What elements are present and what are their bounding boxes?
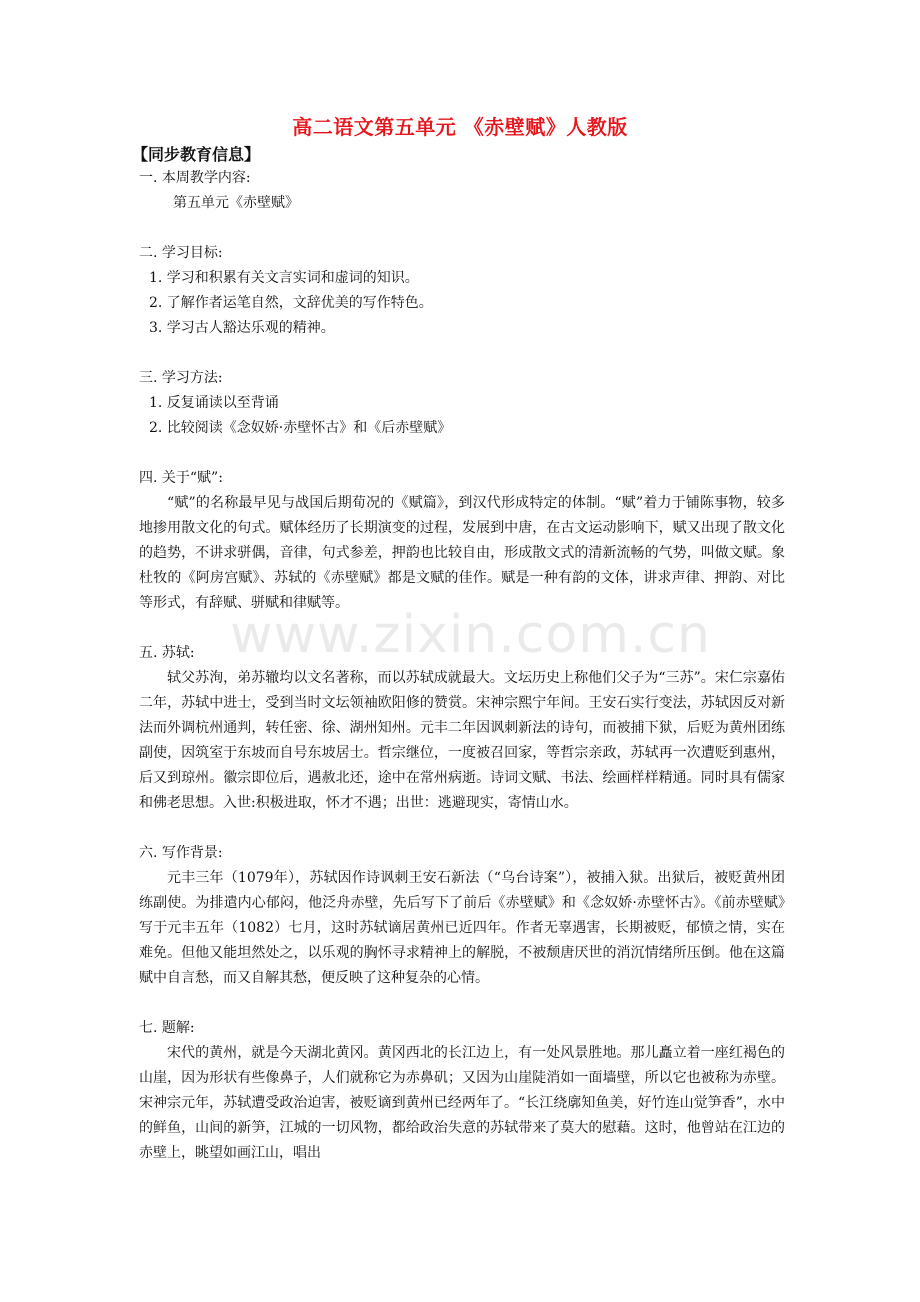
- section-teaching-content: [139, 166, 785, 216]
- watermark: www.zixin.com.cn: [230, 605, 711, 665]
- section-su-shi: [139, 641, 785, 816]
- list-item: 1. 反复诵读以至背诵: [149, 395, 279, 411]
- section-writing-background: [139, 841, 785, 991]
- section-paragraph: 宋代的黄州，就是今天湖北黄冈。黄冈西北的长江边上，有一处风景胜地。那儿矗立着一座红褐色的山崖，因为形状有些像鼻子，人们就称它为赤鼻矶；又因为山崖陡消如一面墙壁，所以它也被称为赤壁。宋神宗元年，苏轼遭受政治迫害，被贬谪到黄州已经两年了。“长江绕廓知鱼美，好竹连山觉笋香”，水中的鲜鱼，山间的新笋，江城的一切风物，都给政治失意的苏轼带来了莫大的慰藉。这时，他曾站在江边的赤壁上，眺望如画江山，唱出: [139, 1045, 785, 1161]
- section-heading: 四. 关于“赋”:: [139, 470, 223, 486]
- document-title: 高二语文第五单元 《赤壁赋》人教版: [292, 115, 628, 139]
- section-heading: 三. 学习方法:: [139, 370, 223, 386]
- section-heading: 六. 写作背景:: [139, 845, 223, 861]
- section-title-explanation: [139, 1016, 785, 1166]
- list-item: 1. 学习和积累有关文言实词和虚词的知识。: [149, 270, 419, 286]
- section-heading: 七. 题解:: [139, 1020, 195, 1036]
- section-paragraph: “赋”的名称最早见与战国后期荀况的《赋篇》，到汉代形成特定的体制。“赋”着力于铺陈事物，较多地掺用散文化的句式。赋体经历了长期演变的过程，发展到中唐，在古文运动影响下，赋又出现了散文化的趋势，不讲求骈偶，音律，句式参差，押韵也比较自由，形成散文式的清新流畅的气势，叫做文赋。象杜牧的《阿房宫赋》、苏轼的《赤壁赋》都是文赋的佳作。赋是一种有韵的文体，讲求声律、押韵、对比等形式，有辞赋、骈赋和律赋等。: [139, 495, 785, 611]
- section-paragraph: 轼父苏洵，弟苏辙均以文名著称，而以苏轼成就最大。文坛历史上称他们父子为“三苏”。宋仁宗嘉佑二年，苏轼中进士，受到当时文坛领袖欧阳修的赞赏。宋神宗熙宁年间。王安石实行变法，苏轼因反对新法而外调杭州通判，转任密、徐、湖州知州。元丰二年因讽刺新法的诗句，而被捕下狱，后贬为黄州团练副使，因筑室于东坡而自号东坡居士。哲宗继位，一度被召回家，等哲宗亲政，苏轼再一次遭贬到惠州，后又到琼州。徽宗即位后，遇赦北还，途中在常州病逝。诗词文赋、书法、绘画样样精通。同时具有儒家和佛老思想。入世:积极进取，怀才不遇；出世：逃避现实，寄情山水。: [139, 670, 785, 811]
- section-learning-methods: [139, 366, 785, 441]
- section-heading: 一. 本周教学内容:: [139, 170, 251, 186]
- section-line: 第五单元《赤壁赋》: [173, 195, 299, 211]
- section-paragraph: 元丰三年（1079年），苏轼因作诗讽刺王安石新法（“乌台诗案”），被捕入狱。出狱后，被贬黄州团练副使。为排遣内心郁闷，他泛舟赤壁，先后写下了前后《赤壁赋》和《念奴娇·赤壁怀古》。《前赤壁赋》写于元丰五年（1082）七月，这时苏轼谪居黄州已近四年。作者无辜遇害，长期被贬，郁愤之情，实在难免。但他又能坦然处之，以乐观的胸怀寻求精神上的解脱，不被颓唐厌世的消沉情绪所压倒。他在这篇赋中自言愁，而又自解其愁，便反映了这种复杂的心情。: [139, 870, 785, 986]
- list-item: 2. 了解作者运笔自然，文辞优美的写作特色。: [149, 295, 433, 311]
- list-item: 2. 比较阅读《念奴娇·赤壁怀古》和《后赤壁赋》: [149, 420, 452, 436]
- section-heading: 五. 苏轼:: [139, 645, 195, 661]
- info-heading: 【同步教育信息】: [132, 145, 261, 164]
- section-about-fu: [139, 466, 785, 616]
- section-heading: 二. 学习目标:: [139, 245, 223, 261]
- document-body: [139, 166, 785, 1166]
- list-item: 3. 学习古人豁达乐观的精神。: [149, 320, 335, 336]
- section-learning-goals: [139, 241, 785, 341]
